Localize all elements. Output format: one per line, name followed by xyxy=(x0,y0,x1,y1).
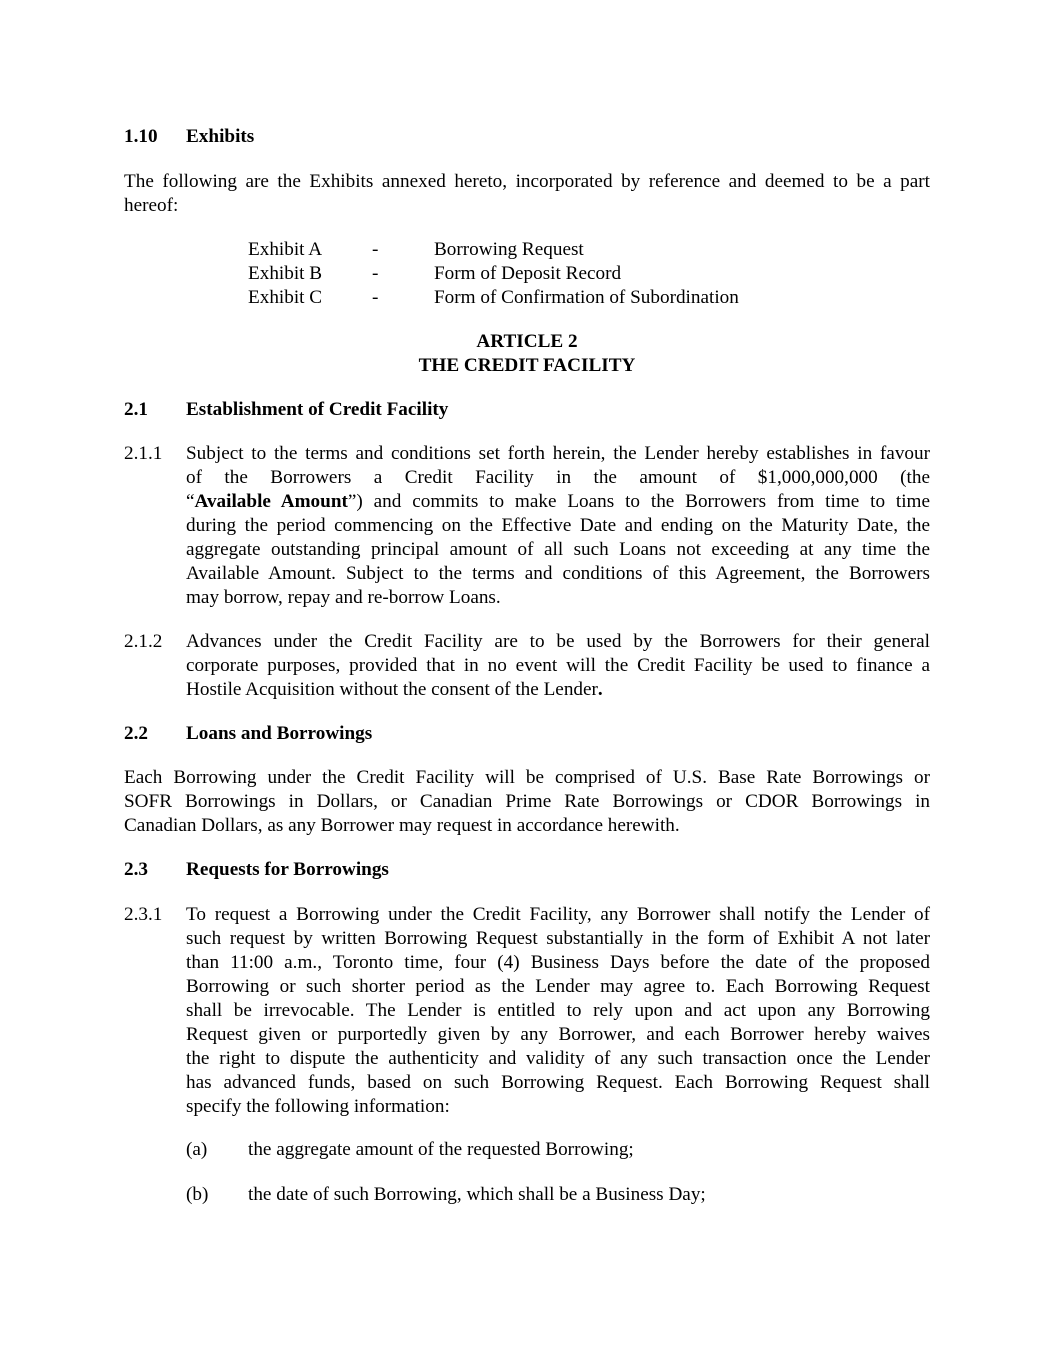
subsection-number: 2.1.1 xyxy=(124,443,163,464)
quote-open: “ xyxy=(186,491,195,512)
text-line: Canadian Dollars, as any Borrower may request in accordance herewith. xyxy=(124,815,680,836)
exhibit-description: Borrowing Request xyxy=(434,239,584,260)
text-line: than 11:00 a.m., Toronto time, four (4) Business Days before the date of the proposed xyxy=(186,952,930,973)
text-line: during the period commencing on the Effective Date and ending on the Maturity Date, the xyxy=(186,515,930,536)
subsection-number: 2.3.1 xyxy=(124,904,163,925)
text-fragment: Hostile Acquisition without the consent of the Lender xyxy=(186,679,598,700)
text-line: specify the following information: xyxy=(186,1096,450,1117)
list-item-label: (b) xyxy=(186,1184,209,1205)
section-number: 2.2 xyxy=(124,723,148,744)
section-title: Exhibits xyxy=(186,126,255,147)
article-title: THE CREDIT FACILITY xyxy=(418,355,636,376)
section-title: Requests for Borrowings xyxy=(186,859,389,880)
exhibit-dash: - xyxy=(372,239,379,260)
paragraph xyxy=(124,170,930,218)
text-line: Advances under the Credit Facility are to be used by the Borrowers for their general xyxy=(186,631,930,652)
section-number: 2.1 xyxy=(124,399,148,420)
section-number: 2.3 xyxy=(124,859,148,880)
text-line: the right to dispute the authenticity and validity of any such transaction once the Lender xyxy=(186,1048,930,1069)
text-line: Each Borrowing under the Credit Facility will be comprised of U.S. Base Rate Borrowings or xyxy=(124,767,930,788)
exhibit-label: Exhibit B xyxy=(248,263,323,284)
text-line: corporate purposes, provided that in no event will the Credit Facility be used to finance a xyxy=(186,655,930,676)
exhibit-label: Exhibit A xyxy=(248,239,323,260)
paragraph xyxy=(186,630,930,702)
text-line: has advanced funds, based on such Borrowing Request. Each Borrowing Request shall xyxy=(186,1072,930,1093)
text-line: such request by written Borrowing Request substantially in the form of Exhibit A not later xyxy=(186,928,930,949)
defined-term: Available Amount xyxy=(194,491,348,512)
text-line: aggregate outstanding principal amount of all such Loans not exceeding at any time the xyxy=(186,539,930,560)
list-item-label: (a) xyxy=(186,1139,208,1160)
text-line: To request a Borrowing under the Credit Facility, any Borrower shall notify the Lender of xyxy=(186,904,930,925)
list-item: the aggregate amount of the requested Borrowing; xyxy=(248,1139,634,1160)
text-line: Available Amount. Subject to the terms and conditions of this Agreement, the Borrowers xyxy=(186,563,930,584)
paragraph xyxy=(186,442,930,610)
text-fragment: ”) and commits to make Loans to the Borrowers from time to time xyxy=(347,491,930,512)
text-line: Subject to the terms and conditions set forth herein, the Lender hereby establishes in favour xyxy=(186,443,930,464)
subsection-number: 2.1.2 xyxy=(124,631,163,652)
text-line xyxy=(186,490,930,514)
text-line: Request given or purportedly given by any Borrower, and each Borrower hereby waives xyxy=(186,1024,930,1045)
text-line: Borrowing or such shorter period as the Lender may agree to. Each Borrowing Request xyxy=(186,976,930,997)
paragraph xyxy=(186,903,930,1119)
section-title: Loans and Borrowings xyxy=(186,723,373,744)
text-line: The following are the Exhibits annexed hereto, incorporated by reference and deemed to be a part xyxy=(124,171,930,192)
paragraph xyxy=(124,766,930,838)
exhibit-dash: - xyxy=(372,263,379,284)
text-line: may borrow, repay and re-borrow Loans. xyxy=(186,587,501,608)
text-line: shall be irrevocable. The Lender is entitled to rely upon and act upon any Borrowing xyxy=(186,1000,930,1021)
text-line xyxy=(186,678,930,702)
section-title: Establishment of Credit Facility xyxy=(186,399,449,420)
text-line: SOFR Borrowings in Dollars, or Canadian Prime Rate Borrowings or CDOR Borrowings in xyxy=(124,791,930,812)
text-line: hereof: xyxy=(124,195,179,216)
exhibit-label: Exhibit C xyxy=(248,287,323,308)
exhibit-description: Form of Confirmation of Subordination xyxy=(434,287,739,308)
section-number: 1.10 xyxy=(124,126,158,147)
list-item: the date of such Borrowing, which shall be a Business Day; xyxy=(248,1184,706,1205)
article-heading: ARTICLE 2 xyxy=(476,331,578,352)
text-fragment: . xyxy=(597,679,603,700)
text-line: of the Borrowers a Credit Facility in the amount of $1,000,000,000 (the xyxy=(186,467,930,488)
exhibit-dash: - xyxy=(372,287,379,308)
exhibit-description: Form of Deposit Record xyxy=(434,263,622,284)
